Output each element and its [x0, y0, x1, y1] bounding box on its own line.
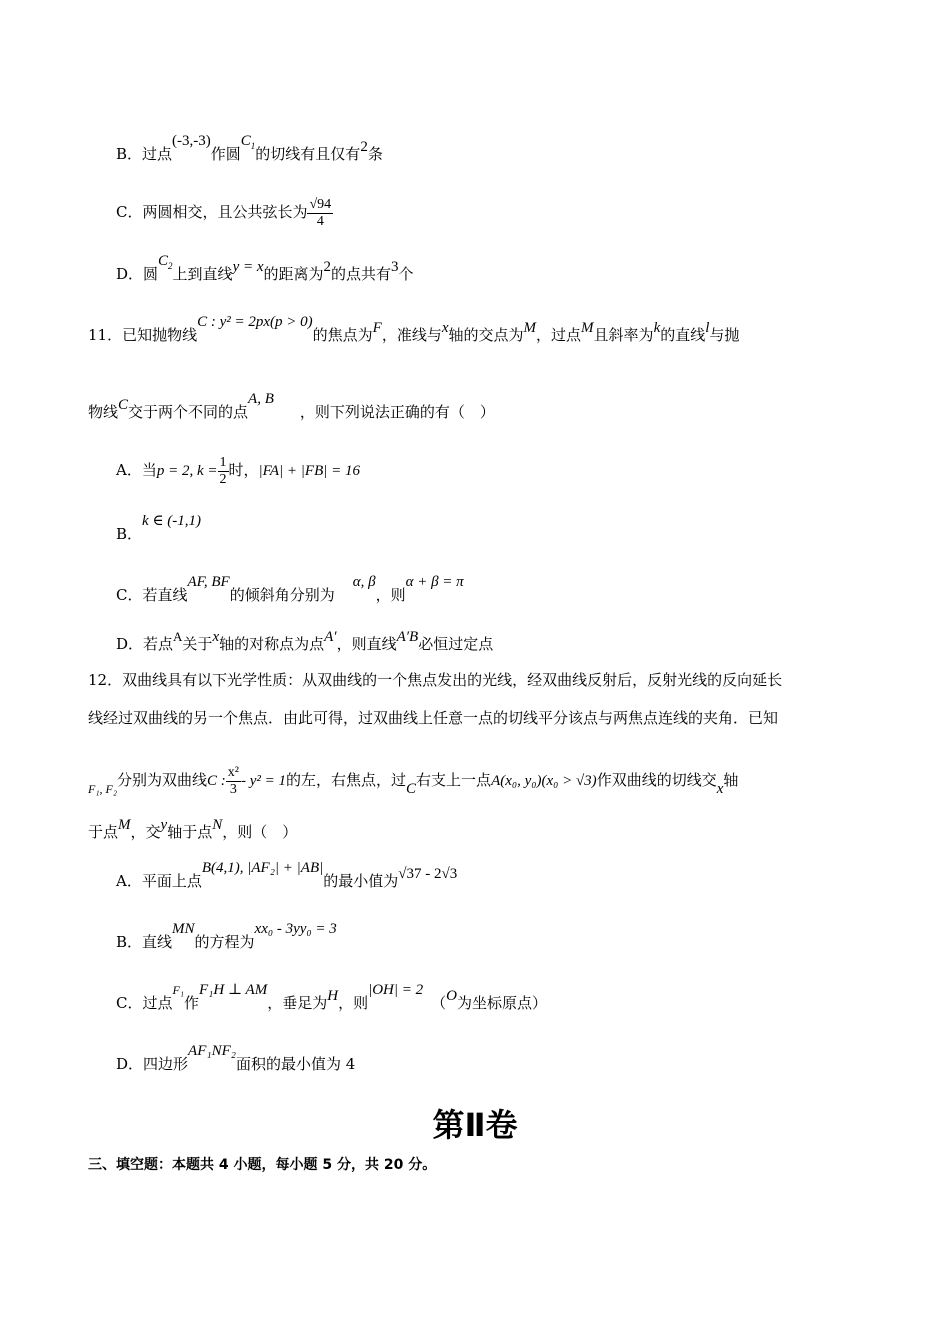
q10-option-b: B．过点(-3,-3)作圆$C_1$的切线有且仅有2条: [116, 133, 383, 163]
section-title: 第Ⅱ卷: [432, 1106, 518, 1144]
q12-stem-line-1: 12．双曲线具有以下光学性质：从双曲线的一个焦点发出的光线，经双曲线反射后，反射光线的反向延长: [88, 671, 783, 689]
section-heading: 三、填空题：本题共 4 小题，每小题 5 分，共 20 分。: [88, 1157, 437, 1173]
math-circle: $C_1$: [240, 133, 256, 151]
q10-option-d: D．圆$C_2$上到直线y = x的距离为2的点共有3个: [116, 253, 414, 283]
q11-option-d: D．若点A关于x轴的对称点为点A′，则直线A′B必恒过定点: [116, 629, 494, 653]
q12-option-a: A．平面上点B(4,1), |AF₂| + |AB|的最小值为√37 - 2√3: [116, 860, 458, 890]
math-point: (-3,-3): [172, 133, 211, 149]
q11-option-c: C．若直线AF, BF的倾斜角分别为α, β，则α + β = π: [116, 574, 464, 604]
q11-stem-line-1: 11．已知抛物线C : y² = 2px(p > 0)的焦点为F，准线与x轴的交点为M，过点M且斜率为k的直线l与抛: [88, 314, 740, 344]
q12-stem-line-4: 于点M，交y轴于点N，则（ ）: [88, 817, 298, 841]
q11-stem-line-2: 物线C交于两个不同的点A, B，则下列说法正确的有（ ）: [88, 391, 495, 421]
q11-option-b: B．k ∈ (-1,1): [116, 513, 202, 543]
q12-stem-line-2: 线经过双曲线的另一个焦点．由此可得，过双曲线上任意一点的切线平分该点与两焦点连线的夹角．已知: [88, 709, 779, 727]
math-circle: $C_2$: [158, 253, 173, 271]
q10-option-c: C．两圆相交，且公共弦长为 $\frac{√94}{4}$: [116, 196, 332, 229]
q12-option-d: D．四边形AF₁NF₂面积的最小值为 4: [116, 1043, 356, 1073]
q12-stem-line-3: $_{F_1, F_2}$分别为双曲线C : $\frac{\text{x²}}{3}$ - y² = 1的左，右焦点，过C右支上一点A(x₀, y₀)(x₀ > √3)作双曲线的切线交x轴: [88, 764, 739, 797]
q12-option-b: B．直线MN的方程为xx₀ - 3yy₀ = 3: [116, 921, 337, 951]
q12-option-c: C．过点$^{F_1}$作F₁H ⊥ AM，垂足为H，则|OH| = 2（O为坐标原点）: [116, 982, 548, 1012]
math-fraction: $\frac{\text{x²}}{3}$: [227, 764, 239, 797]
math-fraction: $\frac{√94}{4}$: [309, 196, 332, 229]
math-fraction: $\frac{1}{2}$: [219, 454, 227, 487]
q11-option-a: A．当p = 2, k = $\frac{1}{2}$ 时，|FA| + |FB| = 16: [116, 454, 360, 487]
